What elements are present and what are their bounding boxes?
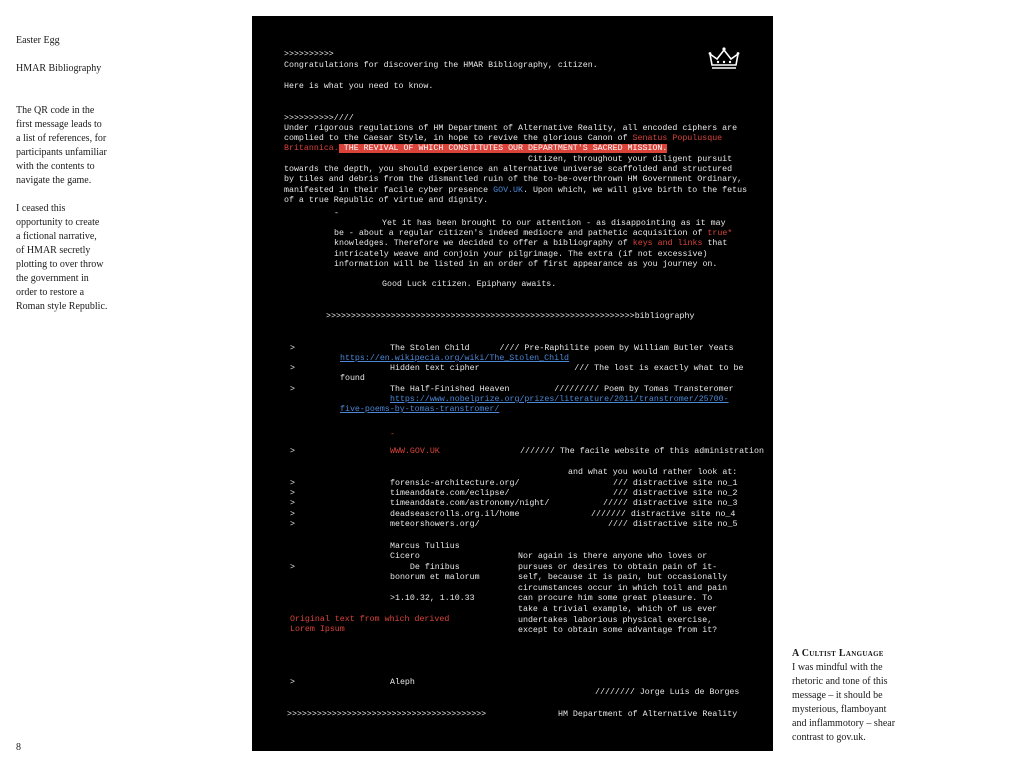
note-paragraph-narrative: I ceased this opportunity to create a fictional narrative, of HMAR secretly plotting to over throw the government in order to restore a Roman style Republic. [16, 203, 108, 312]
entry-arrow: > [290, 344, 295, 353]
body-line: be - about a regular citizen's indeed mediocre and pathetic acquisition of true* [334, 229, 733, 238]
bibliography-header: >>>>>>>>>>>>>>>>>>>>>>>>>>>>>>>>>>>>>>>>>>>>>>>>>>>>>>>>>>>>>>bibliography [326, 312, 695, 321]
nobel-link[interactable]: https://www.nobelprize.org/prizes/literature/2011/transtromer/25700- [390, 395, 729, 404]
keys-links-text: keys and links [632, 239, 703, 248]
body-line: complied to the Caesar Style, in hope to revive the glorious Canon of Senatus Populusque [284, 134, 723, 143]
entry-arrow: > [290, 479, 295, 488]
right-note-body: I was mindful with the rhetoric and tone of this message – it should be mysterious, flamboyant and inflammotory – shear contrast to gov.uk. [792, 662, 896, 743]
entry-arrow: > [290, 364, 295, 373]
body-line: Yet it has been brought to our attention - as disappointing as it may [382, 219, 726, 228]
cicero-author: Cicero [390, 552, 420, 561]
entry-arrow: > [290, 385, 295, 394]
body-line: knowledges. Therefore we decided to offer a bibliography of keys and links that [334, 239, 728, 248]
highlighted-mission: THE REVIVAL OF WHICH CONSTITUTES OUR DEPARTMENT'S SACRED MISSION. [338, 144, 668, 153]
stolen-child-link[interactable]: https://en.wikipecia.org/wiki/The_Stolen_Child [340, 354, 570, 363]
note-subtitle: HMAR Bibliography [16, 63, 102, 74]
entry-arrow: > [290, 563, 295, 572]
site-description: /// distractive site no_2 [613, 489, 738, 498]
entry-arrow: > [290, 447, 295, 456]
body-line: towards the depth, you should experience an alternative universe scaffolded and structured [284, 165, 733, 174]
gov-uk-description: /////// The facile website of this administration [520, 447, 764, 456]
footer-department: HM Department of Alternative Reality [558, 710, 738, 719]
cicero-work: De finibus [390, 563, 460, 572]
right-margin-note [792, 647, 912, 745]
body-line: by tiles and debris from the dismantled ruin of the to-be-overthrown HM Government Ordinary, [284, 175, 743, 184]
good-luck-line: Good Luck citizen. Epiphany awaits. [382, 280, 557, 289]
gov-uk-entry[interactable]: WWW.GOV.UK [390, 447, 440, 456]
lorem-note: Original text from which derived [290, 615, 450, 624]
site-description: ///// distractive site no_3 [603, 499, 738, 508]
dash-divider: - [334, 209, 339, 218]
page-number: 8 [16, 742, 21, 753]
site-description: /////// distractive site no_4 [591, 510, 736, 519]
right-note-heading: A Cultist Language [792, 648, 884, 659]
cicero-work: bonorum et malorum [390, 573, 480, 582]
body-line [284, 144, 667, 155]
site-description: /// distractive site no_1 [613, 479, 738, 488]
body-line: manifested in their facile cyber presence GOV.UK. Upon which, we will give birth to the fetus [284, 186, 748, 195]
body-line: information will be listed in an order of first appearance as you journey on. [334, 260, 718, 269]
cicero-quote: Nor again is there anyone who loves or pursues or desires to obtain pain of it- self, because it is pain, but occasionally circumstances occur in which toil and pain can procure him some great pleasure. To take a trivial example, which of us ever undertakes laborious physical exercise, except to obtain some advantage from it? [518, 552, 728, 636]
entry-half-finished-heaven: The Half-Finished Heaven ///////// Poem by Tomas Transteromer [390, 385, 734, 394]
footer-arrows: >>>>>>>>>>>>>>>>>>>>>>>>>>>>>>>>>>>>>>>> [287, 710, 487, 719]
site-description: //// distractive site no_5 [608, 520, 738, 529]
body-line: Under rigorous regulations of HM Department of Alternative Reality, all encoded ciphers are [284, 124, 738, 133]
britannica-text: Britannica. [284, 144, 339, 153]
lorem-note: Lorem Ipsum [290, 625, 345, 634]
entry-arrow: > [290, 510, 295, 519]
aleph-author: //////// Jorge Luis de Borges [595, 688, 740, 697]
entry-continuation: found [340, 374, 365, 383]
crown-icon [708, 46, 740, 72]
cicero-author: Marcus Tullius [390, 542, 460, 551]
entry-arrow: > [290, 520, 295, 529]
cicero-reference: >1.10.32, 1.10.33 [390, 594, 475, 603]
body-line: intricately weave and conjoin your pilgrimage. The extra (if not excessive) [334, 250, 708, 259]
note-title: Easter Egg [16, 35, 60, 46]
entry-arrow: > [290, 489, 295, 498]
dash-divider: - [390, 430, 395, 439]
gov-uk-link[interactable]: GOV.UK [493, 186, 523, 195]
site-url[interactable]: timeanddate.com/astronomy/night/ [390, 499, 550, 508]
terminal-screen [252, 16, 773, 751]
body-line: of a true Republic of virtue and dignity. [284, 196, 489, 205]
aleph-title: Aleph [390, 678, 415, 687]
left-margin-note [16, 20, 116, 328]
entry-stolen-child: The Stolen Child //// Pre-Raphilite poem by William Butler Yeats [390, 344, 734, 353]
alternative-intro: and what you would rather look at: [568, 468, 738, 477]
entry-arrow: > [290, 499, 295, 508]
true-text: true* [707, 229, 733, 238]
body-line: Citizen, throughout your diligent pursuit [528, 155, 733, 164]
entry-arrow: > [290, 678, 295, 687]
note-paragraph-qr: The QR code in the first message leads to a list of references, for participants unfamiliar with the contents to navigate the game. [16, 105, 107, 186]
site-url[interactable]: deadseascrolls.org.il/home [390, 510, 520, 519]
intro-line: Here is what you need to know. [284, 82, 434, 91]
nobel-link-continued[interactable]: five-poems-by-tomas-transtromer/ [340, 405, 500, 414]
senatus-text: Senatus Populusque [632, 134, 723, 143]
section-marker: >>>>>>>>>>//// [284, 114, 354, 123]
site-url[interactable]: forensic-architecture.org/ [390, 479, 520, 488]
arrow-marker: >>>>>>>>>> [284, 50, 334, 59]
congratulations-line: Congratulations for discovering the HMAR Bibliography, citizen. [284, 61, 598, 70]
site-url[interactable]: meteorshowers.org/ [390, 520, 480, 529]
site-url[interactable]: timeanddate.com/eclipse/ [390, 489, 510, 498]
entry-hidden-cipher: Hidden text cipher /// The lost is exactly what to be [390, 364, 744, 373]
